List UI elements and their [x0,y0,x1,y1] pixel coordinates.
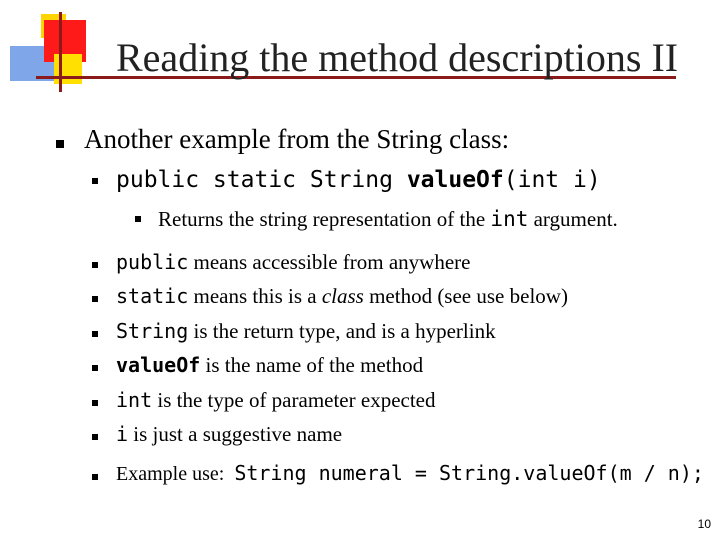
method-signature [116,165,601,195]
bullet-icon [92,178,98,184]
example-code: String numeral = String.valueOf(m / n); [234,461,704,485]
page-number: 10 [697,517,711,531]
returns-description [158,205,618,233]
list-item [116,351,423,379]
list-item [116,317,496,345]
signature-return-type: String [309,167,407,193]
intro-text: Another example from the String class: [84,124,510,154]
item-text: means accessible from anywhere [188,250,471,274]
item-code: String [116,319,189,343]
item-code: int [116,388,153,412]
signature-modifiers: public static [116,167,310,193]
list-item [116,282,568,310]
item-code: valueOf [116,353,201,377]
signature-params: (int i) [503,167,601,193]
bullet-icon [92,365,98,371]
logo-vertical-line [59,12,62,92]
item-code: public [116,250,189,274]
bullet-icon [92,474,98,480]
item-text: is the type of parameter expected [152,388,436,412]
returns-text-before: Returns the string representation of the [158,207,491,231]
bullet-icon [135,216,141,222]
bullet-icon [92,434,98,440]
bullet-icon [92,262,98,268]
slide-logo [0,0,110,100]
slide-title: Reading the method descriptions II [116,35,679,80]
list-item [116,248,470,276]
bullet-icon [92,296,98,302]
item-text: is the name of the method [200,353,424,377]
example-label: Example use: [116,463,225,485]
example-use [116,459,704,488]
item-text: is just a suggestive name [128,422,343,446]
list-item [116,420,342,448]
returns-text-after: argument. [528,207,618,231]
item-code: static [116,284,189,308]
list-item [116,386,436,414]
bullet-icon [92,400,98,406]
item-text: method (see use below) [363,284,568,308]
item-code: i [116,422,129,446]
bullet-icon [56,140,64,148]
item-text-before: means this is a [188,284,322,308]
bullet-icon [92,331,98,337]
signature-method-name: valueOf [406,167,504,193]
item-italic: class [321,284,364,308]
returns-code: int [490,207,529,231]
item-text: is the return type, and is a hyperlink [188,319,496,343]
